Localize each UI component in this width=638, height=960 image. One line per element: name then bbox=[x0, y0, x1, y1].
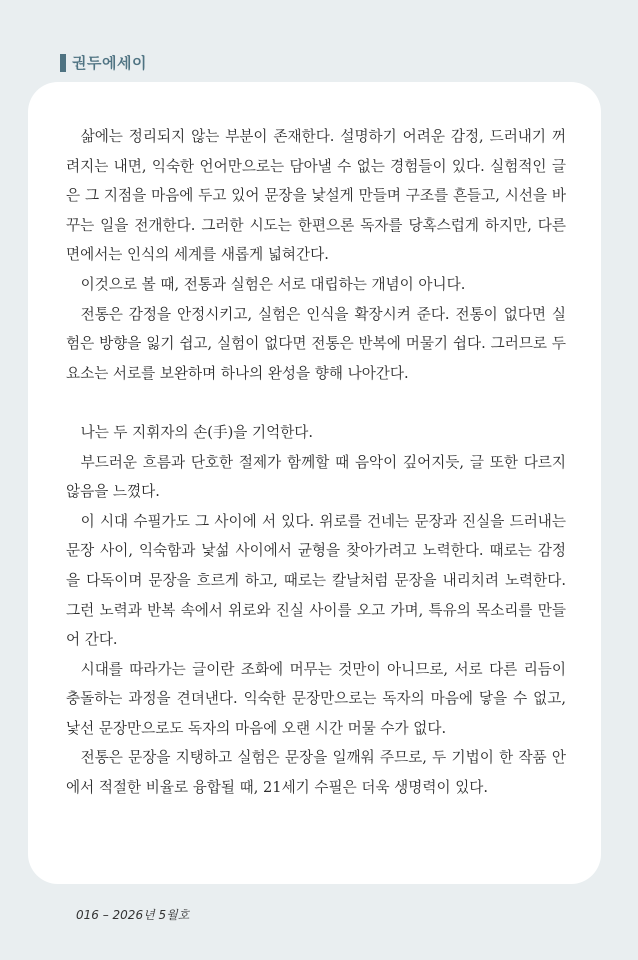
page-footer: 016 – 2026년 5월호 bbox=[76, 908, 190, 922]
essay-paragraph: 전통은 문장을 지탱하고 실험은 문장을 일깨워 주므로, 두 기법이 한 작품 안에서 적절한 비율로 융합될 때, 21세기 수필은 더욱 생명력이 있다. bbox=[66, 749, 566, 797]
essay-body bbox=[66, 122, 566, 803]
section-header bbox=[60, 52, 147, 73]
section-marker-bar bbox=[60, 54, 66, 72]
essay-paragraph: 시대를 따라가는 글이란 조화에 머무는 것만이 아니므로, 서로 다른 리듬이 충돌하는 과정을 견뎌낸다. 익숙한 문장만으로는 독자의 마음에 닿을 수 없고, 낯선 문장만으로도 독자의 마음에 오랜 시간 머물 수가 없다. bbox=[66, 660, 566, 737]
essay-paragraph: 부드러운 흐름과 단호한 절제가 함께할 때 음악이 깊어지듯, 글 또한 다르지 않음을 느꼈다. bbox=[66, 453, 566, 501]
essay-paragraph: 전통은 감정을 안정시키고, 실험은 인식을 확장시켜 준다. 전통이 없다면 실험은 방향을 잃기 쉽고, 실험이 없다면 전통은 반복에 머물기 쉽다. 그러므로 두 요소는 서로를 보완하며 하나의 완성을 향해 나아간다. bbox=[66, 305, 566, 382]
essay-paragraph: 삶에는 정리되지 않는 부분이 존재한다. 설명하기 어려운 감정, 드러내기 꺼려지는 내면, 익숙한 언어만으로는 담아낼 수 없는 경험들이 있다. 실험적인 글은 그 지점을 마음에 두고 있어 문장을 낯설게 만들며 구조를 흔들고, 시선을 바꾸는 일을 전개한다. 그러한 시도는 한편으론 독자를 당혹스럽게 하지만, 다른 면에서는 인식의 세계를 새롭게 넓혀간다. bbox=[66, 128, 566, 264]
section-title: 권두에세이 bbox=[72, 54, 147, 72]
essay-paragraph: 나는 두 지휘자의 손(手)을 기억한다. bbox=[80, 423, 314, 441]
essay-paragraph: 이 시대 수필가도 그 사이에 서 있다. 위로를 건네는 문장과 진실을 드러내는 문장 사이, 익숙함과 낯섦 사이에서 균형을 찾아가려고 노력한다. 때로는 감정을 다독이며 문장을 흐르게 하고, 때로는 칼날처럼 문장을 내리치려 노력한다. 그런 노력과 반복 속에서 위로와 진실 사이를 오고 가며, 특유의 목소리를 만들어 간다. bbox=[66, 512, 566, 649]
essay-paragraph: 이것으로 볼 때, 전통과 실험은 서로 대립하는 개념이 아니다. bbox=[80, 275, 466, 293]
paragraph-spacer bbox=[66, 388, 566, 418]
